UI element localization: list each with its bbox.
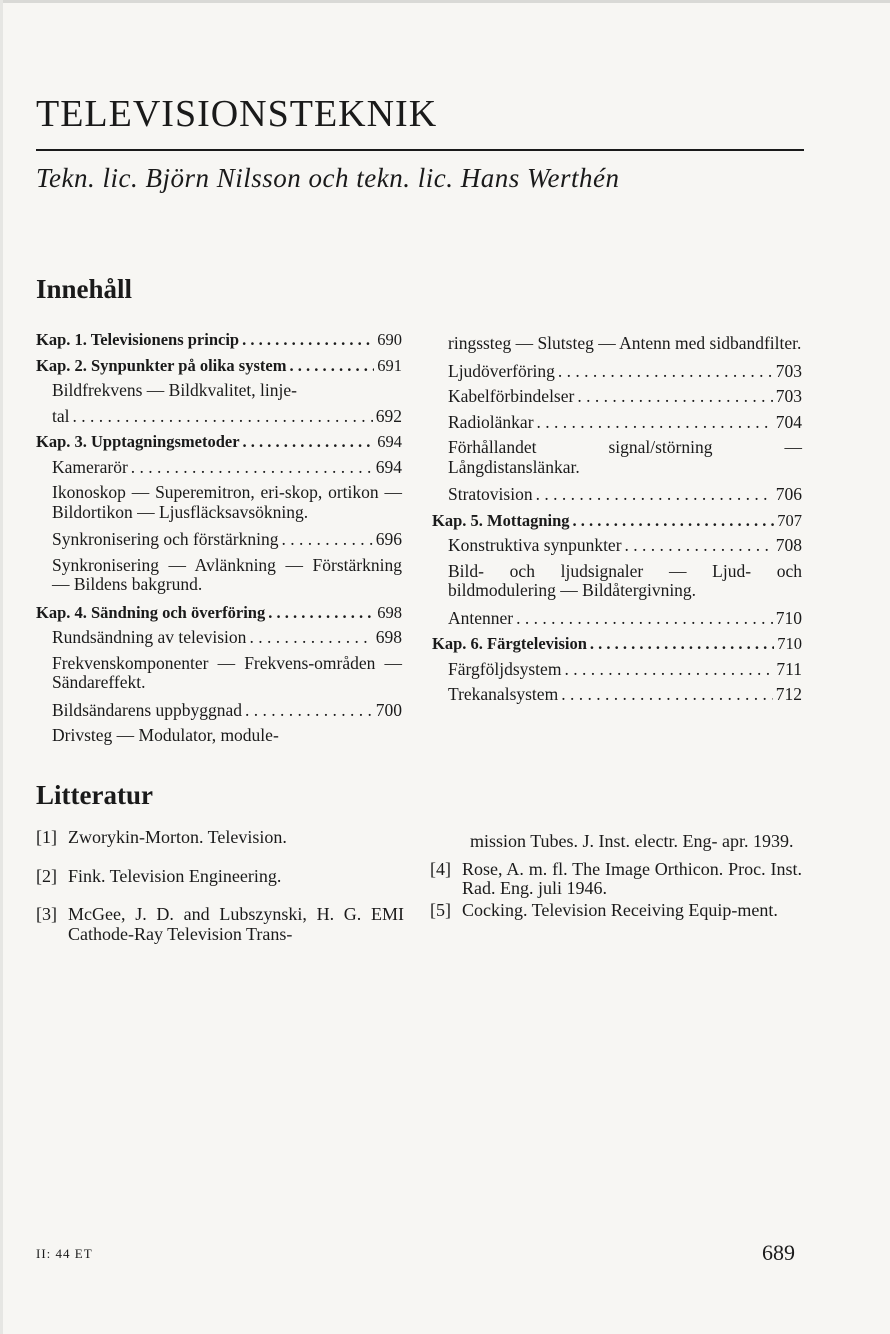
toc-entry-page: 694 [377,432,402,451]
toc-section-entry [432,660,802,680]
toc-entry-page: 706 [775,484,802,504]
reference-text: Fink. Television Engineering. [68,865,282,886]
toc-section-entry [432,387,802,407]
toc-chapter-entry [432,511,802,531]
toc-entry-page: 711 [776,658,802,679]
toc-entry-label: Kap. 4. Sändning och överföring [36,602,266,622]
toc-entry-label: Konstruktiva synpunkter [448,535,622,555]
reference-entry [430,860,802,899]
leader-dots [625,536,773,556]
authors: Tekn. lic. Björn Nilsson och tekn. lic. Hans Werthén [36,163,620,193]
toc-section-entry [36,530,402,550]
leader-dots [536,485,773,505]
toc-entry-page: 691 [377,355,402,375]
literature-heading: Litteratur [36,780,153,810]
toc-section-entry [432,609,802,629]
toc-left-column [36,330,402,754]
toc-entry-label: Radiolänkar [448,411,534,432]
leader-dots [564,660,773,680]
toc-chapter-entry [36,330,402,350]
toc-entry-page: 710 [777,634,802,653]
leader-dots [561,685,773,705]
leader-dots [577,387,772,407]
leader-dots [249,628,372,648]
toc-description: Synkronisering — Avlänkning — Förstärkning — Bildens bakgrund. [52,554,402,594]
reference-text: Zworykin-Morton. Television. [68,827,287,847]
toc-entry-page: 694 [375,456,402,477]
reference-entry [36,905,404,944]
toc-entry-page: 708 [775,535,802,555]
toc-chapter-entry [36,603,402,623]
leader-dots [268,603,374,623]
leader-dots [245,701,373,721]
toc-entry-label: Ljudöverföring [448,360,555,381]
toc-entry-page: 707 [777,510,802,530]
page-edge-left [0,0,3,1334]
leader-dots [516,609,773,629]
page-edge [0,0,890,3]
toc-section-entry [432,413,802,433]
toc-section-entry [432,362,802,382]
leader-dots [289,356,374,376]
toc-section-entry [36,407,402,427]
toc-entry-page: 690 [377,330,402,349]
toc-description: Förhållandet signal/störning — Långdistanslänkar. [448,437,802,477]
leader-dots [73,407,373,427]
reference-number: [3] [36,904,57,924]
leader-dots [573,511,775,531]
toc-section-entry [36,701,402,721]
toc-entry-page: 698 [377,602,402,622]
reference-entry [36,867,404,887]
reference-entry [36,828,404,848]
toc-entry-label: Färgföljdsystem [448,658,562,679]
reference-text: McGee, J. D. and Lubszynski, H. G. EMI Cathode-Ray Television Trans- [68,904,404,944]
toc-entry-label: Synkronisering och förstärkning [52,529,279,549]
toc-entry-label: Kap. 2. Synpunkter på olika system [36,355,287,375]
leader-dots [537,413,773,433]
toc-entry-label: Stratovision [448,484,533,504]
toc-entry-page: 698 [375,627,402,647]
toc-section-entry [432,536,802,556]
toc-entry-label: Antenner [448,607,514,628]
toc-section-entry [36,628,402,648]
footer-code: II: 44 ET [36,1246,93,1261]
toc-description: Bild- och ljudsignaler — Ljud- och bildmodulering — Bildåtergivning. [448,560,802,600]
toc-entry-page: 696 [375,529,402,549]
references-right-column [430,832,802,922]
page-number: 689 [762,1240,795,1265]
toc-entry-page: 703 [775,360,802,381]
toc-right-column [432,334,802,711]
reference-continuation: mission Tubes. J. Inst. electr. Eng- apr. 1939. [470,831,794,851]
toc-description: Drivsteg — Modulator, module- [52,725,279,745]
toc-section-entry [36,458,402,478]
title-rule [36,149,804,151]
reference-text: Rose, A. m. fl. The Image Orthicon. Proc. Inst. Rad. Eng. juli 1946. [462,858,802,898]
contents-heading: Innehåll [36,274,133,304]
toc-entry-page: 710 [775,607,802,628]
toc-chapter-entry [36,432,402,452]
toc-description: Ikonoskop — Superemitron, eri-skop, ortikon — Bildortikon — Ljusfläcksavsökning. [52,482,402,522]
reference-number: [5] [430,899,451,920]
toc-entry-label: Bildfrekvens — Bildkvalitet, linje- [52,380,297,400]
toc-description: Frekvenskomponenter — Frekvens-områden — Sändareffekt. [52,652,402,692]
toc-entry-page: 712 [775,684,802,704]
toc-entry-label: Trekanalsystem [448,684,559,704]
toc-entry-label: Kap. 5. Mottagning [432,510,570,530]
toc-chapter-entry [36,356,402,376]
toc-entry-page: 703 [775,386,802,406]
toc-section-entry [432,685,802,705]
leader-dots [131,458,373,478]
reference-number: [2] [36,865,57,886]
toc-entry-label: Kap. 1. Televisionens princip [36,330,240,349]
toc-entry-page: 692 [375,405,402,426]
reference-entry [430,901,802,921]
leader-dots [282,530,373,550]
leader-dots [243,432,375,452]
toc-entry-label: Bildsändarens uppbyggnad [52,699,243,720]
toc-entry-page: 704 [775,411,802,432]
leader-dots [590,634,774,654]
toc-entry-label: Kap. 6. Färgtelevision [432,634,587,653]
reference-number: [4] [430,858,451,879]
leader-dots [242,330,374,350]
toc-entry-label: Rundsändning av television [52,627,247,647]
toc-description: ringssteg — Slutsteg — Antenn med sidbandfilter. [448,333,802,353]
toc-entry-page: 700 [375,699,402,720]
toc-section-entry [432,485,802,505]
leader-dots [558,362,773,382]
toc-entry-label: Kamerarör [52,456,128,477]
reference-number: [1] [36,827,57,847]
toc-entry-label: Kap. 3. Upptagningsmetoder [36,432,240,451]
references-left-column [36,828,404,963]
toc-section-entry [36,381,402,401]
page-title: TELEVISIONSTEKNIK [36,93,438,135]
reference-text: Cocking. Television Receiving Equip-ment. [462,899,778,920]
toc-chapter-entry [432,634,802,654]
toc-entry-label: Kabelförbindelser [448,386,575,406]
toc-entry-label: tal [52,405,70,426]
